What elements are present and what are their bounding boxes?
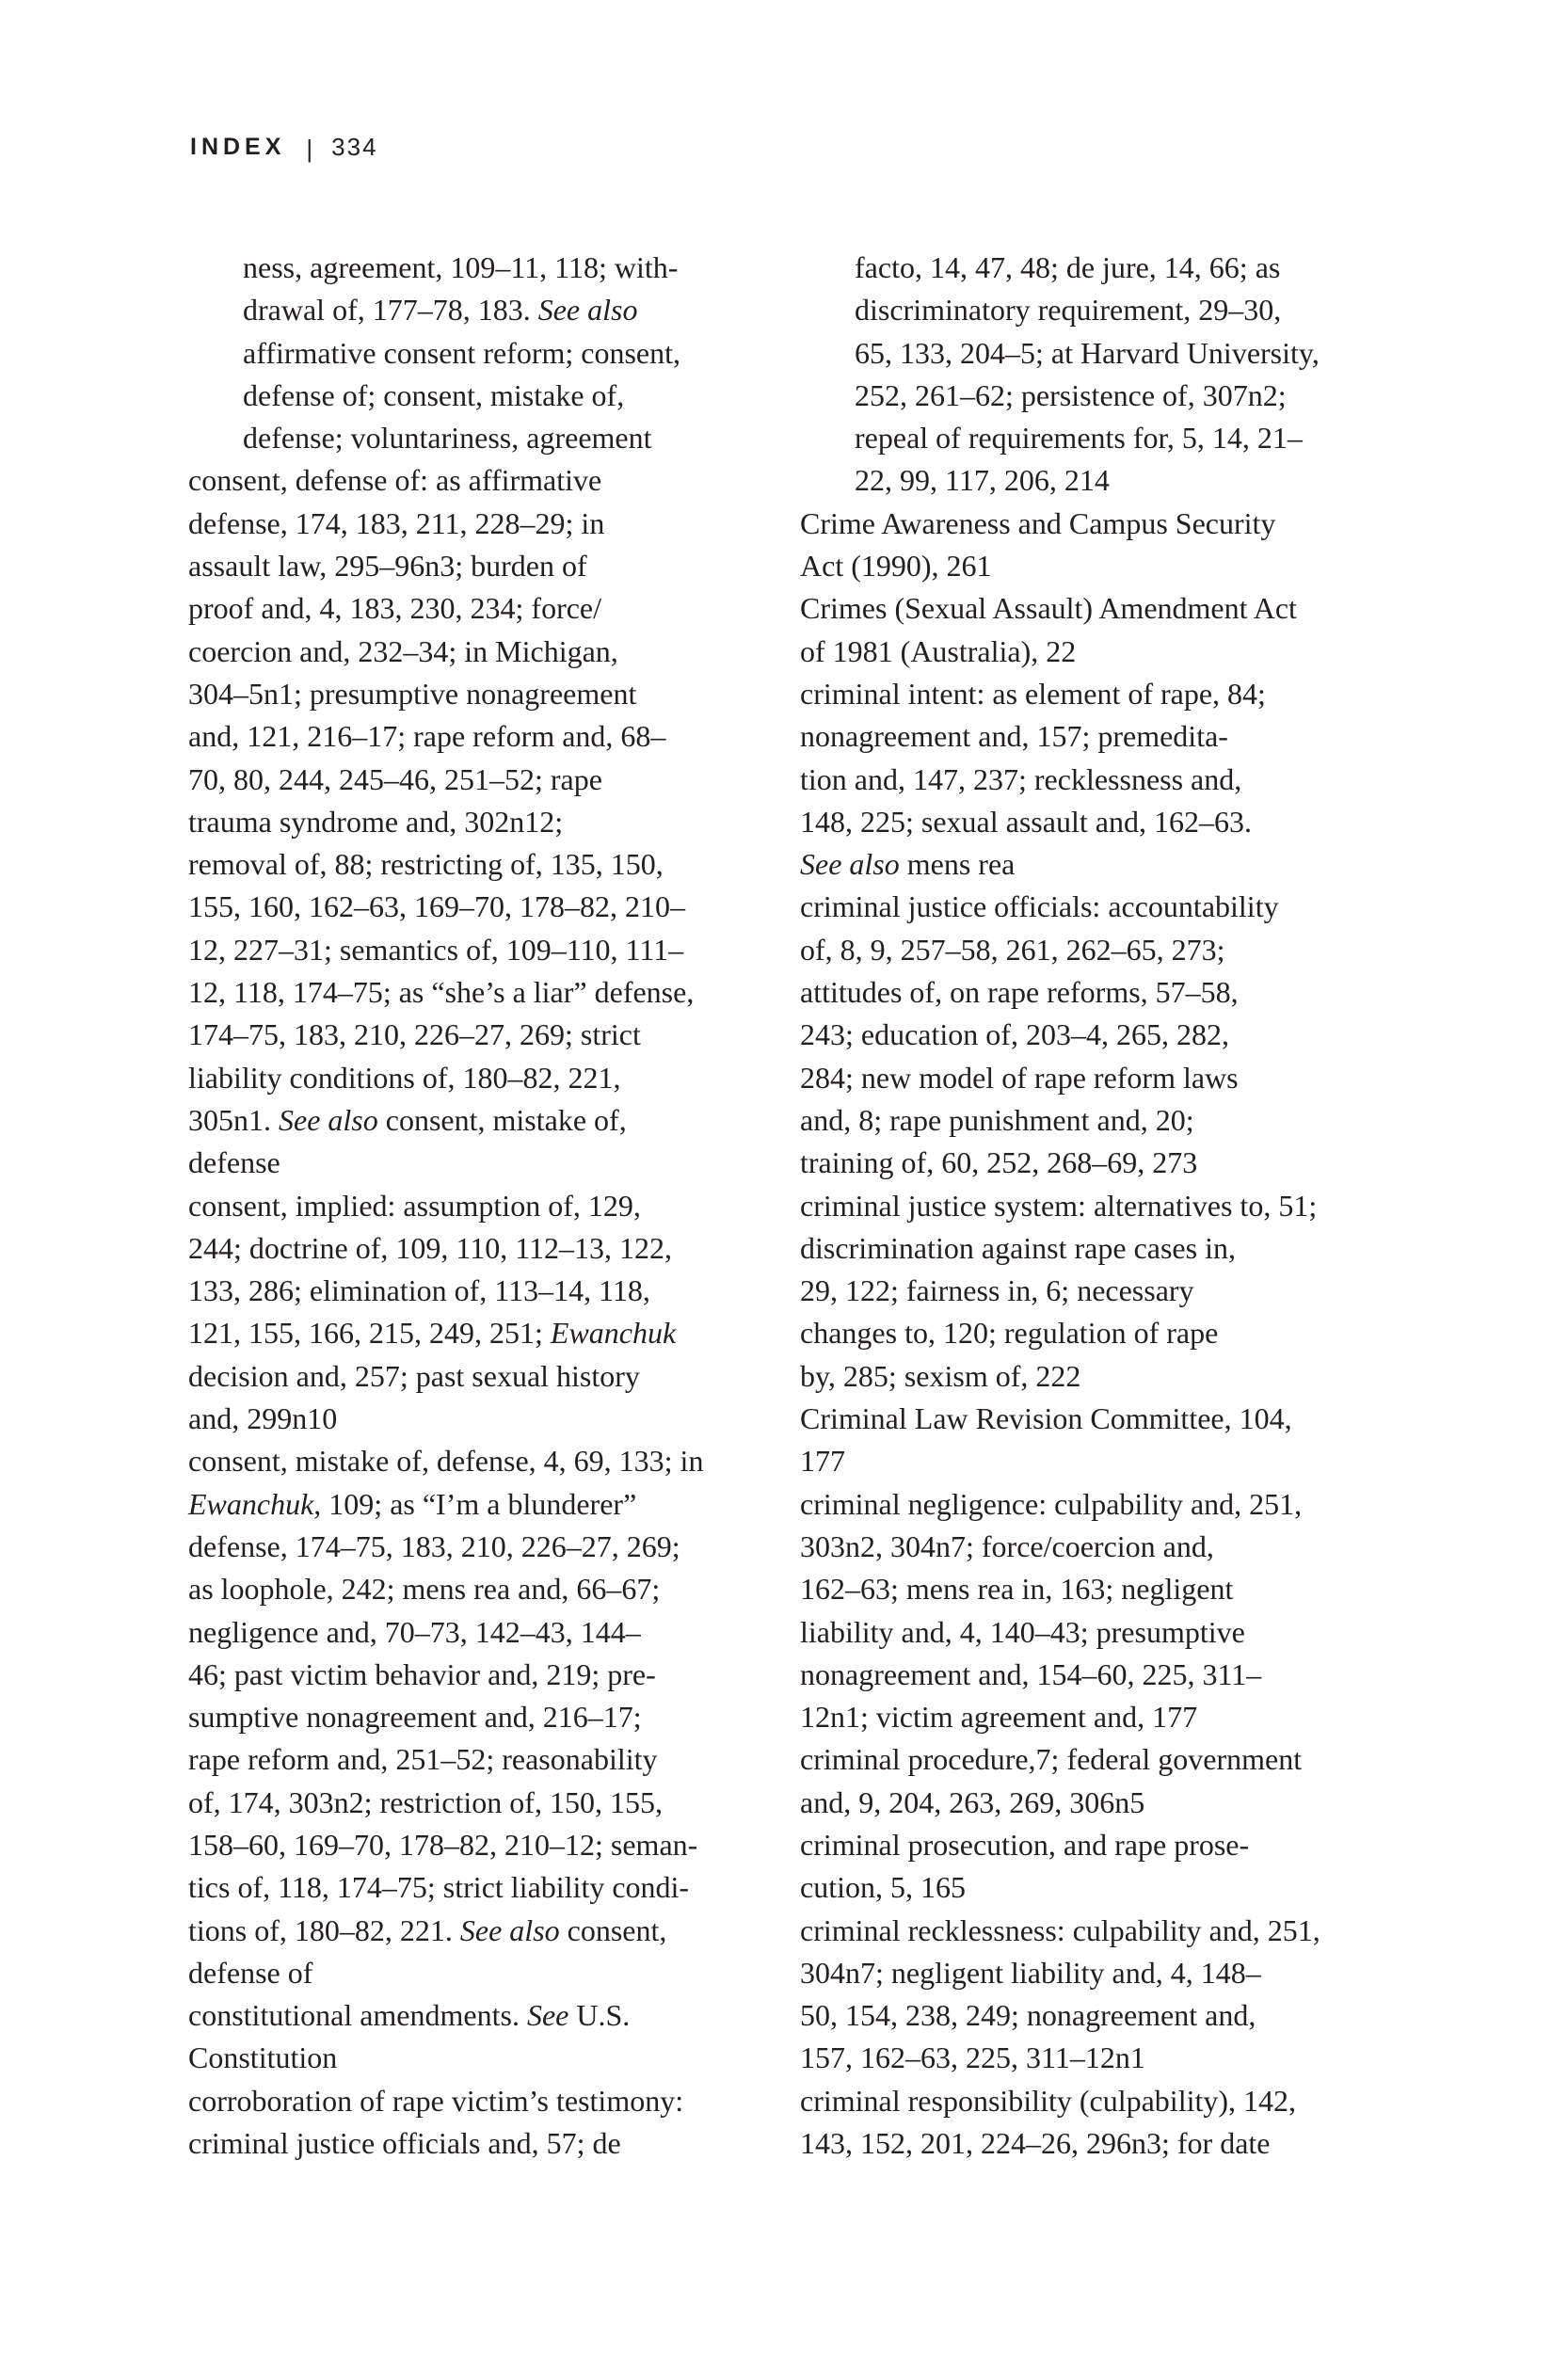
index-line — [188, 886, 772, 928]
index-line — [800, 1526, 1384, 1568]
index-entry — [800, 1910, 1384, 2080]
index-text: and, 121, 216–17; rape reform and, 68– — [188, 719, 666, 754]
index-line — [800, 886, 1384, 928]
index-text: coercion and, 232–34; in Michigan, — [188, 633, 618, 668]
index-text: 243; education of, 203–4, 265, 282, — [800, 1017, 1229, 1052]
index-line — [188, 1483, 772, 1526]
index-text: 12n1; victim agreement and, 177 — [800, 1700, 1198, 1735]
index-line — [800, 1270, 1384, 1312]
index-line — [188, 1738, 772, 1781]
index-line — [800, 801, 1384, 843]
index-text: defense of — [188, 1955, 313, 1990]
index-text: 22, 99, 117, 206, 214 — [855, 463, 1110, 498]
index-text: constitutional amendments. — [188, 1998, 527, 2033]
index-line — [188, 1782, 772, 1824]
index-text: sumptive nonagreement and, 216–17; — [188, 1700, 642, 1735]
index-text: criminal negligence: culpability and, 251, — [800, 1486, 1303, 1521]
index-entry — [800, 1738, 1384, 1824]
index-text: and, 299n10 — [188, 1401, 338, 1436]
index-line — [243, 417, 772, 459]
index-line — [188, 1994, 772, 2037]
index-line — [188, 1185, 772, 1227]
index-line — [800, 1142, 1384, 1184]
index-text: 70, 80, 244, 245–46, 251–52; rape — [188, 761, 602, 796]
index-entry-continued — [800, 247, 1384, 503]
index-line — [800, 1227, 1384, 1270]
index-line — [855, 289, 1384, 331]
index-line — [800, 929, 1384, 971]
index-text: nonagreement and, 157; premedita- — [800, 719, 1228, 754]
index-text: 12, 118, 174–75; as “she’s a liar” defense, — [188, 975, 695, 1010]
index-line — [243, 332, 772, 375]
index-text: criminal intent: as element of rape, 84; — [800, 676, 1266, 711]
index-text: 12, 227–31; semantics of, 109–110, 111– — [188, 932, 684, 967]
index-entry-continued — [188, 247, 772, 459]
index-text: 177 — [800, 1444, 845, 1479]
index-entry — [188, 459, 772, 1184]
index-text: , 109; as “I’m a blunderer” — [313, 1486, 637, 1521]
index-text: 50, 154, 238, 249; nonagreement and, — [800, 1998, 1256, 2033]
index-line — [800, 631, 1384, 673]
index-text: 284; new model of rape reform laws — [800, 1060, 1239, 1095]
index-text: ness, agreement, 109–11, 118; with- — [243, 250, 679, 284]
index-text: of, 8, 9, 257–58, 261, 262–65, 273; — [800, 932, 1225, 967]
index-line — [188, 1142, 772, 1184]
index-text: 252, 261–62; persistence of, 307n2; — [855, 377, 1287, 412]
index-text: and, 9, 204, 263, 269, 306n5 — [800, 1784, 1145, 1819]
index-line — [800, 843, 1384, 886]
index-text: proof and, 4, 183, 230, 234; force/ — [188, 591, 602, 626]
index-line — [800, 1185, 1384, 1227]
index-text: affirmative consent reform; consent, — [243, 335, 681, 370]
index-line — [855, 375, 1384, 417]
index-entry — [800, 2080, 1384, 2166]
index-text: nonagreement and, 154–60, 225, 311– — [800, 1656, 1262, 1691]
index-line — [800, 1611, 1384, 1654]
index-text: by, 285; sexism of, 222 — [800, 1358, 1081, 1393]
index-text-italic: See also — [459, 1912, 560, 1947]
index-entry — [800, 503, 1384, 588]
index-line — [800, 545, 1384, 587]
index-line — [188, 1355, 772, 1398]
index-line — [855, 332, 1384, 375]
index-line — [188, 801, 772, 843]
index-entry — [800, 1185, 1384, 1398]
index-line — [800, 1312, 1384, 1354]
index-text: Constitution — [188, 2040, 338, 2075]
index-line — [188, 1611, 772, 1654]
index-text: consent, defense of: as affirmative — [188, 463, 602, 498]
header-separator: | — [306, 134, 313, 163]
index-text: consent, — [559, 1912, 667, 1947]
section-title: INDEX — [190, 133, 286, 160]
index-entry — [188, 1440, 772, 1994]
index-text: 174–75, 183, 210, 226–27, 269; strict — [188, 1017, 641, 1052]
index-line — [188, 1696, 772, 1738]
index-line — [800, 587, 1384, 630]
index-line — [188, 1398, 772, 1440]
index-line — [855, 459, 1384, 502]
index-line — [800, 715, 1384, 758]
index-text-italic: See — [526, 1998, 569, 2033]
index-line — [800, 2080, 1384, 2122]
index-text: and, 8; rape punishment and, 20; — [800, 1102, 1194, 1137]
index-line — [188, 1270, 772, 1312]
index-line — [800, 1440, 1384, 1482]
index-text: tion and, 147, 237; recklessness and, — [800, 761, 1242, 796]
index-text: training of, 60, 252, 268–69, 273 — [800, 1145, 1198, 1180]
index-line — [800, 1483, 1384, 1526]
index-line — [188, 843, 772, 886]
index-text: defense — [188, 1145, 280, 1180]
index-text: repeal of requirements for, 5, 14, 21– — [855, 421, 1303, 456]
index-text: 303n2, 304n7; force/coercion and, — [800, 1528, 1214, 1563]
index-line — [188, 459, 772, 502]
index-entry — [188, 1185, 772, 1441]
index-line — [800, 1654, 1384, 1696]
index-line — [188, 2122, 772, 2165]
index-text: discrimination against rape cases in, — [800, 1230, 1236, 1265]
index-line — [188, 1312, 772, 1354]
index-entry — [188, 2080, 772, 2166]
index-text: 305n1. — [188, 1102, 279, 1137]
index-line — [800, 1910, 1384, 1952]
index-text: defense of; consent, mistake of, — [243, 377, 625, 412]
index-line — [188, 503, 772, 545]
index-line — [800, 971, 1384, 1014]
index-text-italic: See also — [279, 1102, 378, 1137]
index-text: rape reform and, 251–52; reasonability — [188, 1742, 658, 1777]
index-line — [800, 1398, 1384, 1440]
index-text: 304–5n1; presumptive nonagreement — [188, 676, 637, 711]
index-column-left — [188, 247, 772, 2165]
index-text: 29, 122; fairness in, 6; necessary — [800, 1273, 1194, 1308]
index-line — [188, 1654, 772, 1696]
index-line — [800, 2122, 1384, 2165]
index-text: criminal recklessness: culpability and, 251, — [800, 1912, 1320, 1947]
index-text: 155, 160, 162–63, 169–70, 178–82, 210– — [188, 889, 685, 924]
index-line — [188, 1014, 772, 1056]
index-line — [188, 1440, 772, 1482]
index-text: defense, 174, 183, 211, 228–29; in — [188, 505, 605, 540]
index-entry — [800, 587, 1384, 673]
index-line — [188, 1057, 772, 1099]
index-text: defense, 174–75, 183, 210, 226–27, 269; — [188, 1528, 680, 1563]
index-text: Crimes (Sexual Assault) Amendment Act — [800, 591, 1297, 626]
index-text: mens rea — [899, 847, 1016, 882]
index-line — [188, 971, 772, 1014]
index-line — [188, 929, 772, 971]
index-text: 157, 162–63, 225, 311–12n1 — [800, 2040, 1145, 2075]
index-text: 46; past victim behavior and, 219; pre- — [188, 1656, 656, 1691]
index-text: Crime Awareness and Campus Security — [800, 505, 1276, 540]
index-text: criminal justice system: alternatives to, 51; — [800, 1188, 1318, 1223]
index-text: discriminatory requirement, 29–30, — [855, 293, 1282, 328]
index-text: trauma syndrome and, 302n12; — [188, 804, 564, 839]
index-text: removal of, 88; restricting of, 135, 150, — [188, 847, 664, 882]
index-text: attitudes of, on rape reforms, 57–58, — [800, 975, 1239, 1010]
index-line — [188, 1866, 772, 1909]
index-text: criminal responsibility (culpability), 142, — [800, 2083, 1297, 2118]
index-line — [800, 1099, 1384, 1142]
index-text: criminal justice officials and, 57; de — [188, 2126, 621, 2161]
index-line — [188, 2080, 772, 2122]
index-text: defense; voluntariness, agreement — [243, 421, 652, 456]
index-line — [800, 1014, 1384, 1056]
index-line — [243, 375, 772, 417]
index-line — [800, 759, 1384, 801]
index-text: criminal prosecution, and rape prose- — [800, 1827, 1250, 1862]
index-line — [800, 503, 1384, 545]
index-text: criminal procedure,7; federal government — [800, 1742, 1303, 1777]
index-line — [855, 417, 1384, 459]
index-line — [800, 1952, 1384, 1994]
index-line — [243, 247, 772, 289]
page-number: 334 — [331, 132, 378, 161]
index-line — [188, 1824, 772, 1866]
index-text: cution, 5, 165 — [800, 1870, 966, 1905]
index-line — [800, 1782, 1384, 1824]
index-text: 121, 155, 166, 215, 249, 251; — [188, 1316, 551, 1351]
index-line — [188, 759, 772, 801]
index-line — [800, 673, 1384, 715]
index-line — [800, 1738, 1384, 1781]
index-entry — [188, 1994, 772, 2080]
index-line — [800, 1696, 1384, 1738]
index-text: tions of, 180–82, 221. — [188, 1912, 460, 1947]
index-line — [188, 587, 772, 630]
index-line — [188, 1227, 772, 1270]
index-text: consent, mistake of, — [377, 1102, 627, 1137]
index-text: of, 174, 303n2; restriction of, 150, 155, — [188, 1784, 663, 1819]
index-text-italic: See also — [537, 293, 638, 328]
index-line — [800, 1568, 1384, 1610]
index-text: Criminal Law Revision Committee, 104, — [800, 1401, 1292, 1436]
index-line — [800, 1057, 1384, 1099]
index-text: as loophole, 242; mens rea and, 66–67; — [188, 1572, 661, 1607]
index-text: negligence and, 70–73, 142–43, 144– — [188, 1614, 641, 1649]
index-text: 244; doctrine of, 109, 110, 112–13, 122, — [188, 1230, 673, 1265]
index-text: changes to, 120; regulation of rape — [800, 1316, 1219, 1351]
index-text: assault law, 295–96n3; burden of — [188, 549, 587, 584]
index-line — [188, 2037, 772, 2079]
index-line — [188, 545, 772, 587]
index-text: 65, 133, 204–5; at Harvard University, — [855, 335, 1320, 370]
index-text: U.S. — [568, 1998, 631, 2033]
index-line — [800, 1824, 1384, 1866]
index-line — [188, 631, 772, 673]
index-line — [800, 1355, 1384, 1398]
index-text-italic: See also — [800, 847, 900, 882]
index-column-right — [800, 247, 1384, 2165]
index-entry — [800, 886, 1384, 1184]
index-line — [800, 2037, 1384, 2079]
index-line — [188, 715, 772, 758]
index-entry — [800, 1824, 1384, 1910]
index-text: consent, mistake of, defense, 4, 69, 133; in — [188, 1444, 704, 1479]
index-line — [188, 1910, 772, 1952]
index-entry — [800, 1483, 1384, 1739]
index-line — [243, 289, 772, 331]
index-text: consent, implied: assumption of, 129, — [188, 1188, 641, 1223]
index-text-italic: Ewanchuk — [550, 1316, 677, 1351]
index-line — [855, 247, 1384, 289]
index-text: liability and, 4, 140–43; presumptive — [800, 1614, 1245, 1649]
index-text: Act (1990), 261 — [800, 549, 992, 584]
index-text: 133, 286; elimination of, 113–14, 118, — [188, 1273, 650, 1308]
index-text: liability conditions of, 180–82, 221, — [188, 1060, 621, 1095]
index-text-italic: Ewanchuk — [188, 1486, 314, 1521]
index-text: drawal of, 177–78, 183. — [243, 293, 538, 328]
index-text: 158–60, 169–70, 178–82, 210–12; seman- — [188, 1827, 698, 1862]
index-text: 148, 225; sexual assault and, 162–63. — [800, 804, 1252, 839]
index-line — [188, 1952, 772, 1994]
index-line — [188, 1568, 772, 1610]
index-entry — [800, 673, 1384, 886]
index-entry — [800, 1398, 1384, 1483]
index-line — [800, 1866, 1384, 1909]
index-text: 162–63; mens rea in, 163; negligent — [800, 1572, 1234, 1607]
index-text: facto, 14, 47, 48; de jure, 14, 66; as — [855, 250, 1281, 284]
index-line — [188, 673, 772, 715]
index-line — [188, 1526, 772, 1568]
index-text: 143, 152, 201, 224–26, 296n3; for date — [800, 2126, 1271, 2161]
index-text: of 1981 (Australia), 22 — [800, 633, 1077, 668]
index-line — [188, 1099, 772, 1142]
index-text: criminal justice officials: accountability — [800, 889, 1279, 924]
index-text: corroboration of rape victim’s testimony: — [188, 2083, 684, 2118]
index-text: decision and, 257; past sexual history — [188, 1358, 640, 1393]
index-line — [800, 1994, 1384, 2037]
index-text: 304n7; negligent liability and, 4, 148– — [800, 1955, 1261, 1990]
index-text: tics of, 118, 174–75; strict liability condi- — [188, 1870, 690, 1905]
running-head — [190, 130, 378, 164]
